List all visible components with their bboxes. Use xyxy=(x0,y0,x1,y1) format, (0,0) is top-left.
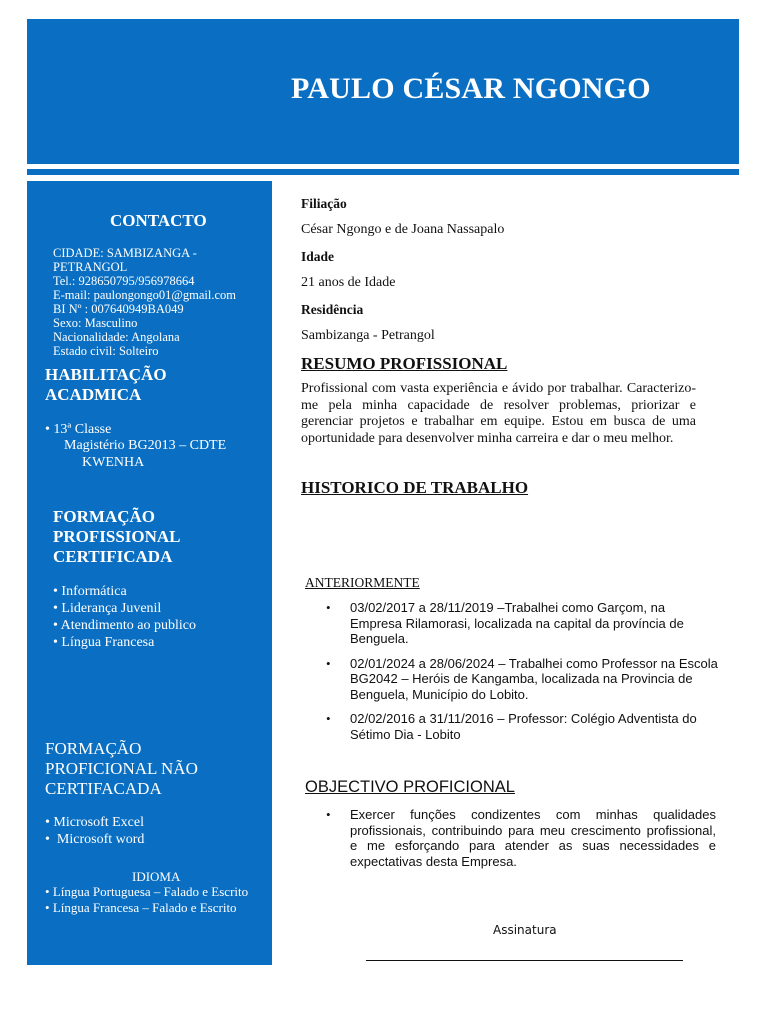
list-item-label: Atendimento ao publico xyxy=(60,618,196,633)
uncertified-list xyxy=(45,814,144,848)
contact-line: CIDADE: SAMBIZANGA - xyxy=(53,246,197,260)
residencia-label: Residência xyxy=(301,302,364,317)
uncertified-title-line: PROFICIONAL NÃO xyxy=(45,759,198,778)
job-text: 03/02/2017 a 28/11/2019 –Trabalhei como Garçom, na Empresa Rilamorasi, localizada na capital da província de Benguela. xyxy=(350,600,684,646)
anteriormente-label: ANTERIORMENTE xyxy=(305,575,420,590)
academic-sub-1: Magistério BG2013 – CDTE xyxy=(64,438,227,453)
list-item xyxy=(45,884,248,900)
resumo-title: RESUMO PROFISSIONAL xyxy=(301,354,508,373)
objectivo-item xyxy=(326,807,716,869)
list-item xyxy=(53,617,196,634)
academic-item-label: 13ª Classe xyxy=(53,422,112,437)
contact-nationality: Nacionalidade: Angolana xyxy=(53,330,180,344)
bullet-icon: • xyxy=(45,422,50,437)
certified-title xyxy=(53,507,181,567)
contact-details xyxy=(53,246,236,358)
residencia-value: Sambizanga - Petrangol xyxy=(301,328,435,343)
contact-title: CONTACTO xyxy=(110,211,207,230)
objectivo-text: Exercer funções condizentes com minhas qualidades profissionais, contribuindo para meu crescimento profissional, e me esforçando para atender as suas necessidades e expectativas desta Empresa. xyxy=(350,807,716,869)
contact-phone: Tel.: 928650795/956978664 xyxy=(53,274,195,288)
job-item xyxy=(326,656,718,703)
signature-label: Assinatura xyxy=(493,923,557,937)
job-item xyxy=(326,600,718,647)
bullet-icon: • xyxy=(326,807,331,822)
candidate-name: PAULO CÉSAR NGONGO xyxy=(291,72,651,105)
academic-title-line: HABILITAÇÃO xyxy=(45,365,167,384)
job-text: 02/01/2024 a 28/06/2024 – Trabalhei como Professor na Escola BG2042 – Heróis de Kangamba, localizada na Provincia de Benguela, Município do Lobito. xyxy=(350,655,718,702)
bullet-icon: • xyxy=(53,618,58,633)
academic-title xyxy=(45,365,167,405)
bullet-icon: • xyxy=(45,900,50,915)
list-item-label: Língua Portuguesa – Falado e Escrito xyxy=(52,884,249,899)
uncertified-title-line: CERTIFACADA xyxy=(45,779,162,798)
list-item-label: Língua Francesa – Falado e Escrito xyxy=(52,900,237,915)
contact-line: PETRANGOL xyxy=(53,260,128,274)
objectivo-title: OBJECTIVO PROFICIONAL xyxy=(305,778,515,796)
filiacao-label: Filiação xyxy=(301,196,347,211)
list-item xyxy=(45,814,144,831)
list-item-label: Microsoft Excel xyxy=(53,815,144,830)
historico-title: HISTORICO DE TRABALHO xyxy=(301,478,529,497)
job-item xyxy=(326,711,718,742)
contact-civil-status: Estado civil: Solteiro xyxy=(53,344,159,358)
certified-title-line: FORMAÇÃO xyxy=(53,507,155,526)
contact-id: BI Nº : 007640949BA049 xyxy=(53,302,184,316)
list-item-label: Microsoft word xyxy=(53,832,145,847)
filiacao-value: César Ngongo e de Joana Nassapalo xyxy=(301,222,505,237)
bullet-icon: • xyxy=(326,711,331,726)
language-list xyxy=(45,884,248,916)
certified-title-line: PROFISSIONAL xyxy=(53,527,181,546)
header-divider xyxy=(27,169,739,175)
bullet-icon: • xyxy=(326,600,331,615)
bullet-icon: • xyxy=(326,655,331,671)
certified-list xyxy=(53,583,196,651)
uncertified-title-line: FORMAÇÃO xyxy=(45,739,142,758)
idade-value: 21 anos de Idade xyxy=(301,275,396,290)
list-item xyxy=(53,583,196,600)
contact-sex: Sexo: Masculino xyxy=(53,316,138,330)
list-item xyxy=(45,900,248,916)
academic-title-line: ACADMICA xyxy=(45,385,142,404)
academic-sub-2: KWENHA xyxy=(82,455,145,470)
bullet-icon: • xyxy=(45,815,50,830)
job-list xyxy=(326,600,718,742)
academic-item xyxy=(45,421,111,438)
language-title: IDIOMA xyxy=(132,869,181,884)
list-item xyxy=(45,831,144,848)
list-item xyxy=(53,600,196,617)
bullet-icon: • xyxy=(45,832,50,847)
list-item-label: Informática xyxy=(61,584,127,599)
uncertified-title xyxy=(45,739,198,799)
idade-label: Idade xyxy=(301,249,335,264)
list-item-label: Língua Francesa xyxy=(61,635,155,650)
bullet-icon: • xyxy=(45,884,50,899)
resumo-text: Profissional com vasta experiência e ávido por trabalhar. Caracterizo-me pela minha capacidade de resolver problemas, priorizar e gerenciar projetos e trabalhar em equipe. Estou em busca de uma oportunidade para desenvolver minha carreira e dar o meu melhor. xyxy=(301,381,696,446)
list-item-label: Liderança Juvenil xyxy=(61,601,162,616)
bullet-icon: • xyxy=(53,601,58,616)
bullet-icon: • xyxy=(53,584,58,599)
contact-email: E-mail: paulongongo01@gmail.com xyxy=(53,288,237,302)
bullet-icon: • xyxy=(53,635,58,650)
signature-line xyxy=(366,960,683,961)
job-text: 02/02/2016 a 31/11/2016 – Professor: Colégio Adventista do Sétimo Dia - Lobito xyxy=(350,711,697,742)
certified-title-line: CERTIFICADA xyxy=(53,547,173,566)
list-item xyxy=(53,634,196,651)
